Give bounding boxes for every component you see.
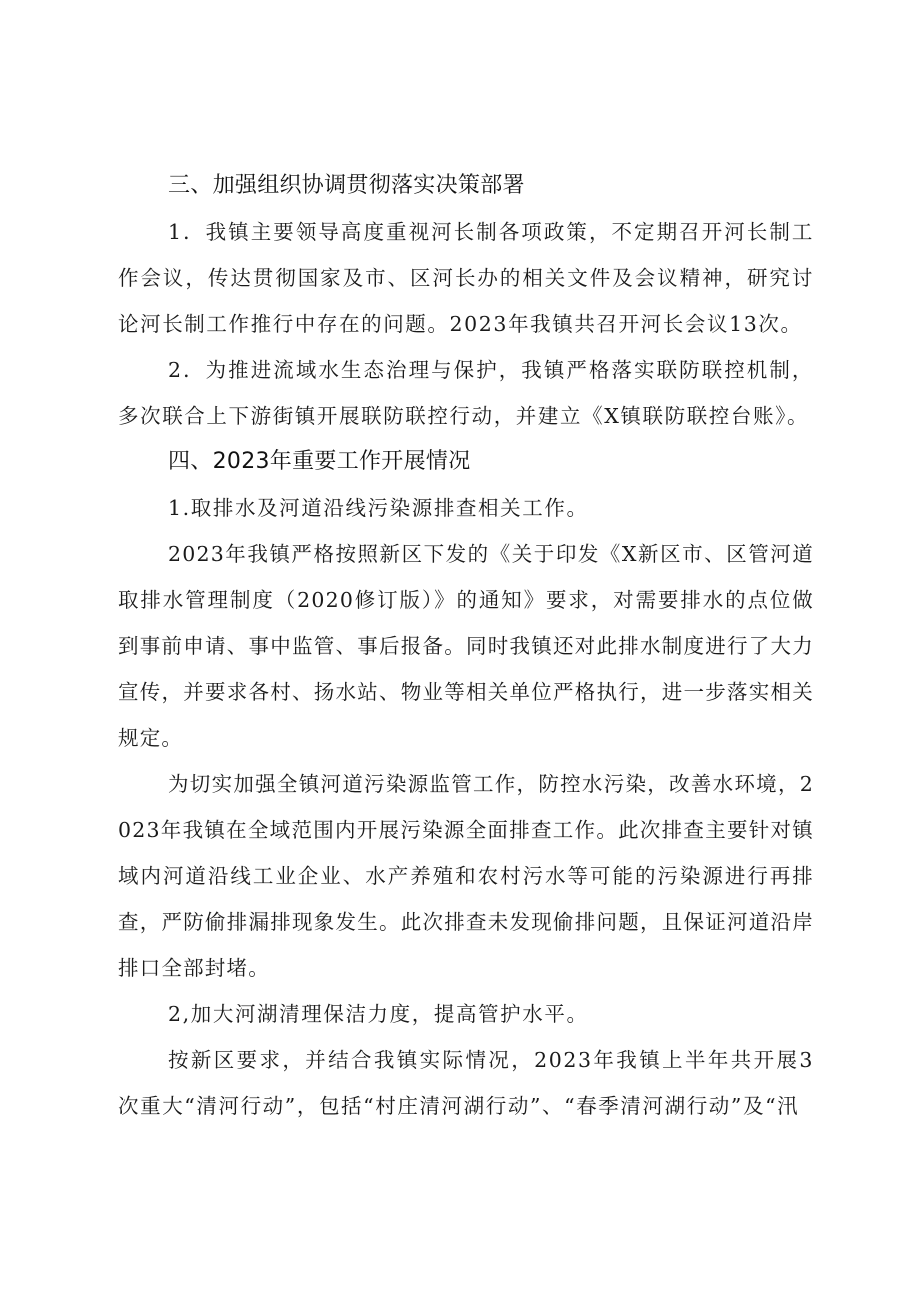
section-4-item-2-title: 2,加大河湖清理保洁力度，提高管护水平。	[168, 1002, 589, 1026]
section-4-item-1-paragraph-2: 为切实加强全镇河道污染源监管工作，防控水污染，改善水环境，2023年我镇在全域范围内开展污染源全面排查工作。此次排查主要针对镇域内河道沿线工业企业、水产养殖和农村污水等可能的污染源进行再排查，严防偷排漏排现象发生。此次排查未发现偷排问题，且保证河道沿岸排口全部封堵。	[118, 772, 814, 980]
section-3-heading: 三、加强组织协调贯彻落实决策部署	[168, 173, 525, 198]
section-4-item-1-title: 1.取排水及河道沿线污染源排查相关工作。	[168, 496, 589, 520]
section-4-heading: 四、2023年重要工作开展情况	[168, 449, 471, 474]
section-4-item-2-paragraph-1: 按新区要求，并结合我镇实际情况，2023年我镇上半年共开展3次重大“清河行动”，包括“村庄清河湖行动”、“春季清河湖行动”及“汛	[118, 1048, 814, 1118]
document-body	[118, 163, 814, 1129]
section-3-paragraph-1: 1．我镇主要领导高度重视河长制各项政策，不定期召开河长制工作会议，传达贯彻国家及市、区河长办的相关文件及会议精神，研究讨论河长制工作推行中存在的问题。2023年我镇共召开河长会议13次。	[118, 220, 814, 336]
section-4-item-1-paragraph-1: 2023年我镇严格按照新区下发的《关于印发《X新区市、区管河道取排水管理制度（2020修订版）》的通知》要求，对需要排水的点位做到事前申请、事中监管、事后报备。同时我镇还对此排水制度进行了大力宣传，并要求各村、扬水站、物业等相关单位严格执行，进一步落实相关规定。	[118, 542, 814, 750]
section-3-paragraph-2: 2．为推进流域水生态治理与保护，我镇严格落实联防联控机制，多次联合上下游街镇开展联防联控行动，并建立《X镇联防联控台账》。	[118, 358, 814, 428]
